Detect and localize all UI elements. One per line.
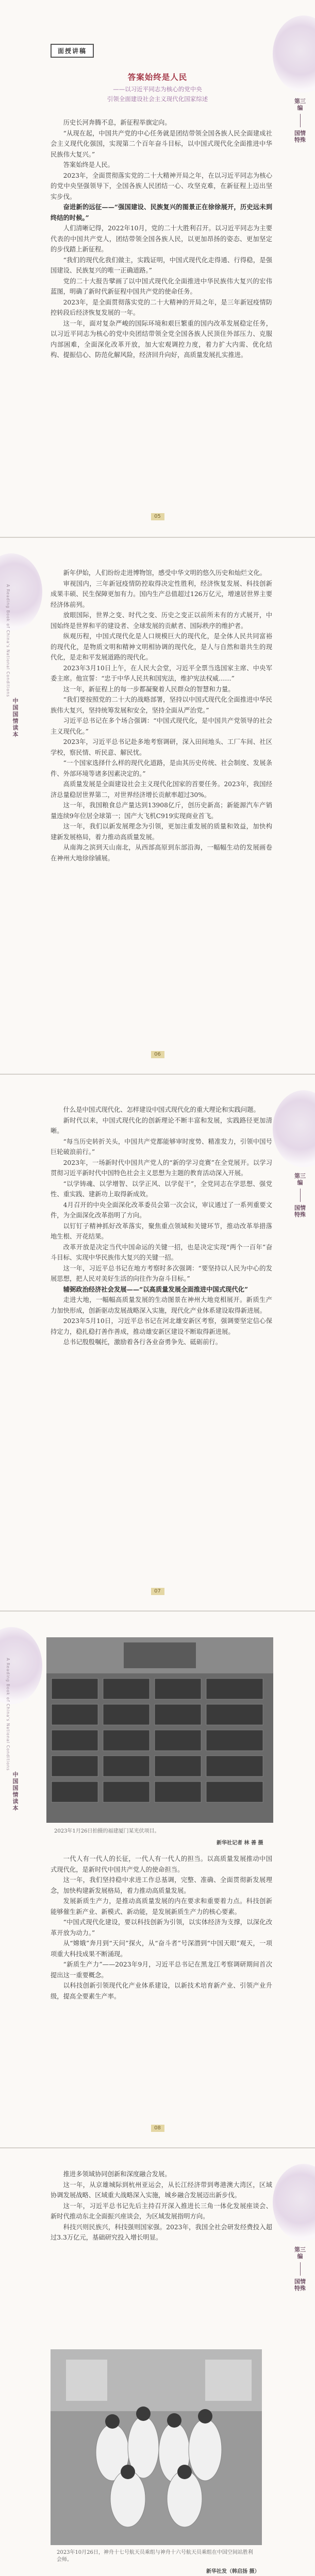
- solar-farm-photo: [46, 1637, 273, 1823]
- side-section-title: [10, 698, 21, 738]
- side-label: 国情特殊: [294, 130, 306, 143]
- side-section-title: [10, 1771, 21, 1811]
- paragraph: 这一年，我们坚持稳中求进工作总基调，完整、准确、全面贯彻新发展理念，加快构建新发展格局，着力推动高质量发展。: [51, 1876, 272, 1894]
- paragraph: 答案始终是人民。: [63, 161, 114, 168]
- paragraph: 党的二十大报告擘画了以中国式现代化全面推进中华民族伟大复兴的宏伟蓝图，明确了新时代新征程中国共产党的使命任务。: [51, 277, 272, 295]
- paragraph: 这一年，习近平总书记先后主持召开深入推进长三角一体化发展座谈会、新时代推动东北全面振兴座谈会，为区域发展指明方向。: [51, 2202, 272, 2220]
- space-station-illustration: [51, 2349, 262, 2545]
- paragraph: 发展新质生产力，是推动高质量发展的内在要求和重要着力点。科技创新能够催生新产业、新模式、新动能，是发展新质生产力的核心要素。: [51, 1897, 272, 1916]
- paragraph: 2023年，习近平总书记赴多地考察调研，深入田间地头、工厂车间、社区学校，察民情、听民意、解民忧。: [51, 738, 272, 756]
- paragraph: 新年伊始，人们纷纷走进博物馆，感受中华文明的悠久历史和灿烂文化。: [63, 569, 267, 577]
- paragraph: 4月召开的中央全面深化改革委员会第一次会议，审议通过了一系列重要文件，为全面深化改革指明了方向。: [51, 1201, 272, 1219]
- article-body: [51, 1854, 272, 2002]
- paragraph: 走进大地，一幅幅高质量发展的生动图景在神州大地竞相展开。新质生产力加快形成，创新驱动发展战略深入实施，现代化产业体系建设取得新进展。: [51, 1296, 272, 1314]
- paragraph: 这一年，面对复杂严峻的国际环境和艰巨繁重的国内改革发展稳定任务，以习近平同志为核心的党中央团结带领全党全国各族人民顶住外部压力、克服内部困难，全面深化改革开放，加大宏观调控力度，着力扩大内需、优化结构、提振信心、防范化解风险，经济回升向好，高质量发展扎实推进。: [51, 319, 272, 359]
- section-tag: 面授讲稿: [51, 44, 94, 58]
- solar-panel-illustration: [46, 1637, 273, 1823]
- paragraph: 2023年，一场新时代中国共产党人的“新的学习竞赛”在全党展开。以学习贯彻习近平新时代中国特色社会主义思想为主题的教育活动深入开展。: [51, 1159, 272, 1177]
- side-english-title: A Reading Book of China's National Conditions: [6, 1658, 10, 1771]
- paragraph: “从现在起，中国共产党的中心任务就是团结带领全国各族人民全面建成社会主义现代化强国，实现第二个百年奋斗目标，以中国式现代化全面推进中华民族伟大复兴。”: [51, 129, 272, 158]
- side-label: 第三编: [294, 98, 306, 111]
- paragraph: 什么是中国式现代化、怎样建设中国式现代化的重大理论和实践问题。: [63, 1106, 260, 1113]
- side-label: 国情特殊: [294, 2278, 306, 2292]
- article-body: [51, 2169, 272, 2243]
- page-1: [0, 0, 315, 537]
- paragraph: “我们的现代化我们做主，实践证明，中国式现代化走得通、行得稳，是强国建设、民族复兴的唯一正确道路。”: [51, 256, 272, 274]
- article-subtitle: ——以习近平同志为核心的党中央: [113, 86, 202, 93]
- photo-caption: 2023年10月26日，神舟十七号航天员乘组与神舟十六号航天员乘组在中国空间站胜利会师。: [57, 2550, 253, 2563]
- paragraph: 习近平总书记在多个场合强调：“中国式现代化，是中国共产党领导的社会主义现代化。”: [51, 717, 272, 735]
- paragraph: 高质量发展是全面建设社会主义现代化国家的首要任务。2023年，我国经济总量稳居世界第二，对世界经济增长贡献率超过30%。: [51, 781, 272, 799]
- page-3: [0, 1074, 315, 1611]
- side-label: 国情特殊: [294, 1205, 306, 1218]
- astronauts-photo: [51, 2349, 262, 2545]
- side-section-title: [294, 2246, 306, 2292]
- page-5: [0, 2147, 315, 2576]
- page-number: 08: [151, 2125, 164, 2132]
- side-label: 第三编: [294, 1173, 306, 1186]
- paragraph: 2023年3月10日上午，在人民大会堂，习近平全票当选国家主席、中央军委主席。他宣誓：“忠于中华人民共和国宪法，维护宪法权威……”: [51, 664, 272, 682]
- paragraph: 改革开放是决定当代中国命运的关键一招，也是决定实现“两个一百年”奋斗目标、实现中华民族伟大复兴的关键一招。: [51, 1243, 272, 1261]
- paragraph: 放眼国际，世界之变、时代之变、历史之变正以前所未有的方式展开，中国始终是世界和平的建设者、全球发展的贡献者、国际秩序的维护者。: [51, 612, 272, 630]
- side-label: 中国国情读本: [12, 698, 19, 738]
- paragraph: “中国式现代化建设，要以科技创新为引领，以实体经济为支撑，以深化改革开放为动力。”: [51, 1919, 272, 1937]
- paragraph: 推进多领域协同创新和深度融合发展。: [63, 2171, 171, 2178]
- paragraph: 这一年，我们以新发展理念为引领，更加注重发展的质量和效益，加快构建新发展格局，着力推动高质量发展。: [51, 823, 272, 841]
- photo-caption: 2023年1月26日拍摄的福建厦门某光伏项目。: [54, 1828, 160, 1834]
- paragraph: “新质生产力”——2023年9月，习近平总书记在黑龙江考察调研期间首次提出这一重要概念。: [51, 1961, 272, 1979]
- paragraph: 2023年，全面贯彻落实党的二十大精神开局之年，在以习近平同志为核心的党中央坚强领导下，全国各族人民团结一心、攻坚克难，在新征程上迈出坚实步伐。: [51, 172, 272, 200]
- photo-credit: 新华社发（韩启扬 摄）: [206, 2569, 260, 2574]
- article-body: [51, 568, 272, 863]
- page-number: 05: [151, 513, 164, 520]
- side-label: 中国国情读本: [12, 1771, 19, 1811]
- paragraph: 这一年，新征程上的每一步都凝聚着人民群众的智慧和力量。: [63, 685, 235, 693]
- paragraph: 以钉钉子精神抓好改革落实，聚焦重点领域和关键环节，推动改革举措落地生根、开花结果。: [51, 1222, 272, 1240]
- paragraph: 人们清晰记得，2022年10月，党的二十大胜利召开。以习近平同志为主要代表的中国共产党人，团结带领全国各族人民，以更加昂扬的姿态、更加坚定的步伐踏上新征程。: [51, 225, 272, 253]
- paragraph: 从“嫦娥”奔月到“天问”探火，从“奋斗者”号深潜到“中国天眼”观天，一项项重大科技成果不断涌现。: [51, 1940, 272, 1958]
- paragraph: 一代人有一代人的长征，一代人有一代人的担当。以高质量发展推动中国式现代化，是新时代中国共产党人的使命担当。: [51, 1855, 272, 1873]
- paragraph: “每当历史转折关头，中国共产党都能够审时度势、精准发力，引领中国号巨轮破浪前行。”: [51, 1138, 272, 1156]
- paragraph: 这一年，从京雄城际到杭州亚运会，从长江经济带到粤港澳大湾区，区域协调发展战略、区域重大战略深入实施，城乡融合发展迈出新步伐。: [51, 2181, 272, 2199]
- paragraph: “以学铸魂、以学增智、以学正风、以学促干”，全党同志在学思想、强党性、重实践、建新功上取得新成效。: [51, 1180, 272, 1198]
- emblem-decoration: [273, 2164, 315, 2241]
- paragraph: 2023年5月10日，习近平总书记在河北雄安新区考察，强调要坚定信心保持定力，稳扎稳打善作善成，推动雄安新区建设不断取得新进展。: [51, 1317, 272, 1335]
- paragraph: 从南海之滨到天山南北，从西部高原到东部沿海，一幅幅生动的发展画卷在神州大地徐徐铺展。: [51, 844, 272, 862]
- paragraph: 科技兴则民族兴，科技强则国家强。2023年，我国全社会研发经费投入超过3.3万亿元，基础研究投入增长明显。: [51, 2223, 272, 2241]
- paragraph: 以科技创新引领现代化产业体系建设，以新技术培育新产业、引领产业升级，提高全要素生产率。: [51, 1982, 272, 2000]
- page-number: 07: [151, 1588, 164, 1595]
- emblem-decoration: [273, 1090, 315, 1167]
- side-label: 第三编: [294, 2246, 306, 2260]
- page-2: [0, 537, 315, 1074]
- article-subtitle: 引领全面建设社会主义现代化国家综述: [107, 95, 208, 103]
- paragraph: 审视国内，三年新冠疫情防控取得决定性胜利，经济恢复发展、科技创新成果丰硕、民生保障更加有力。国内生产总值超过126万亿元，增速居世界主要经济体前列。: [51, 580, 272, 608]
- paragraph: 这一年，我国粮食总产量达到13908亿斤，创历史新高；新能源汽车产销量连续9年位居全球第一；国产大飞机C919实现商业首飞。: [51, 802, 272, 820]
- section-heading: 辅弼政治经济社会发展——“以高质量发展全面推进中国式现代化”: [63, 1285, 248, 1293]
- paragraph: 纵观历程，中国式现代化是人口规模巨大的现代化，是全体人民共同富裕的现代化，是物质文明和精神文明相协调的现代化，是人与自然和谐共生的现代化，是走和平发展道路的现代化。: [51, 633, 272, 661]
- paragraph: 2023年，是全面贯彻落实党的二十大精神的开局之年，是三年新冠疫情防控转段后经济恢复发展的一年。: [51, 298, 272, 316]
- side-section-title: [294, 98, 306, 143]
- paragraph: 总书记殷殷嘱托，激励着各行各业奋勇争先、砥砺前行。: [63, 1338, 222, 1346]
- section-heading: 奋进新的远征——“强国建设、民族复兴的图景正在徐徐展开，历史远未到终结的时候。”: [51, 203, 272, 222]
- paragraph: 这一年，习近平总书记在地方考察时多次强调：“要坚持以人民为中心的发展思想，把人民对美好生活的向往作为奋斗目标。”: [51, 1264, 272, 1282]
- paragraph: “一个国家选择什么样的现代化道路，是由其历史传统、社会制度、发展条件、外部环境等诸多因素决定的。”: [51, 759, 272, 777]
- article-body: [51, 117, 272, 361]
- page-number: 06: [151, 1051, 164, 1058]
- article-body: [51, 1105, 272, 1348]
- side-section-title: [294, 1173, 306, 1218]
- photo-credit: 新华社记者 林 善 摄: [217, 1840, 263, 1846]
- paragraph: “我们要按照党的二十大的战略部署，坚持以中国式现代化全面推进中华民族伟大复兴，坚持统筹发展和安全，坚持全面从严治党。”: [51, 696, 272, 714]
- page-4: [0, 1611, 315, 2147]
- paragraph: 历史长河奔腾不息，新征程举旗定向。: [63, 119, 171, 126]
- paragraph: 新时代以来，中国式现代化的创新理论不断丰富和发展，实践路径更加清晰。: [51, 1116, 272, 1134]
- article-headline: 答案始终是人民: [127, 72, 188, 82]
- side-english-title: A Reading Book of China's National Conditions: [6, 584, 10, 698]
